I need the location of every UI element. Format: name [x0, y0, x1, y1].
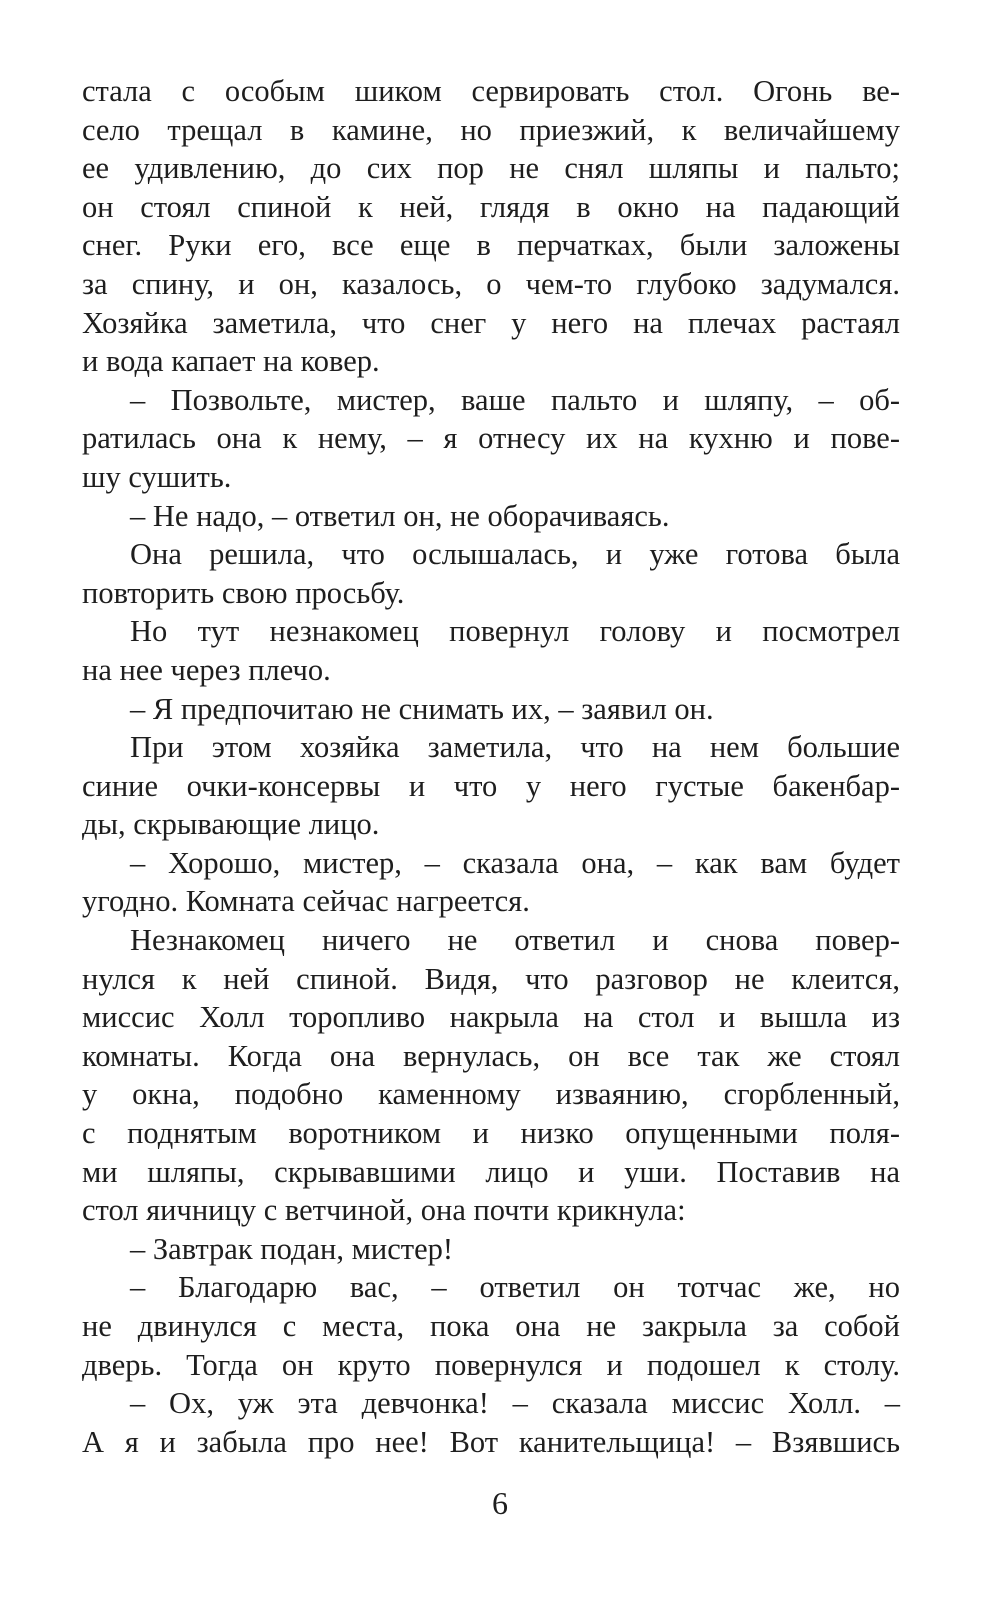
text-line: снег. Руки его, все еще в перчатках, были заложены [82, 228, 900, 263]
text-line: Незнакомец ничего не ответил и снова повер- [130, 923, 900, 958]
text-line: стала с особым шиком сервировать стол. Огонь ве- [82, 74, 900, 108]
text-line: – Хорошо, мистер, – сказала она, – как вам будет [130, 845, 900, 880]
body-text [82, 72, 900, 1461]
text-line: ды, скрывающие лицо. [82, 807, 380, 842]
text-line: – Завтрак подан, мистер! [130, 1231, 454, 1266]
text-line: – Позвольте, мистер, ваше пальто и шляпу, – об- [130, 382, 900, 417]
text-line: ратилась она к нему, – я отнесу их на кухню и пове- [82, 421, 900, 456]
text-line: комнаты. Когда она вернулась, он все так же стоял [82, 1038, 900, 1073]
page-number: 6 [492, 1485, 508, 1521]
text-line: – Благодарю вас, – ответил он тотчас же, но [130, 1270, 900, 1305]
text-line: ми шляпы, скрывавшими лицо и уши. Поставив на [82, 1154, 900, 1189]
text-line: Она решила, что ослышалась, и уже готова была [130, 537, 900, 572]
text-line: ее удивлению, до сих пор не снял шляпы и пальто; [82, 151, 900, 186]
text-line: Но тут незнакомец повернул голову и посмотрел [130, 614, 900, 649]
text-line: он стоял спиной к ней, глядя в окно на падающий [82, 189, 900, 224]
text-line: – Я предпочитаю не снимать их, – заявил он. [130, 691, 714, 726]
text-line: синие очки-консервы и что у него густые бакенбар- [82, 768, 900, 803]
text-line: – Не надо, – ответил он, не оборачиваясь. [130, 498, 670, 533]
text-line: у окна, подобно каменному изваянию, сгорбленный, [82, 1077, 900, 1112]
text-line: стол яичницу с ветчиной, она почти крикнула: [82, 1193, 686, 1228]
text-line: Хозяйка заметила, что снег у него на плечах растаял [82, 305, 900, 340]
text-line: не двинулся с места, пока она не закрыла за собой [82, 1309, 900, 1343]
text-line: село трещал в камине, но приезжий, к величайшему [82, 112, 900, 147]
text-line: При этом хозяйка заметила, что на нем большие [130, 730, 900, 765]
text-line: и вода капает на ковер. [82, 344, 380, 379]
text-line: повторить свою просьбу. [82, 575, 405, 610]
text-line: угодно. Комната сейчас нагреется. [82, 884, 530, 919]
text-line: – Ох, уж эта девчонка! – сказала миссис Холл. – [130, 1386, 900, 1421]
text-line: с поднятым воротником и низко опущенными поля- [82, 1116, 900, 1151]
text-line: за спину, и он, казалось, о чем-то глубоко задумался. [82, 266, 900, 301]
text-line: дверь. Тогда он круто повернулся и подошел к столу. [82, 1347, 900, 1382]
text-line: на нее через плечо. [82, 652, 331, 687]
text-line: миссис Холл торопливо накрыла на стол и вышла из [82, 1000, 900, 1035]
text-line: нулся к ней спиной. Видя, что разговор не клеится, [82, 961, 900, 996]
text-line: шу сушить. [82, 459, 232, 494]
text-line: А я и забыла про нее! Вот канительщица! – Взявшись [82, 1424, 900, 1459]
